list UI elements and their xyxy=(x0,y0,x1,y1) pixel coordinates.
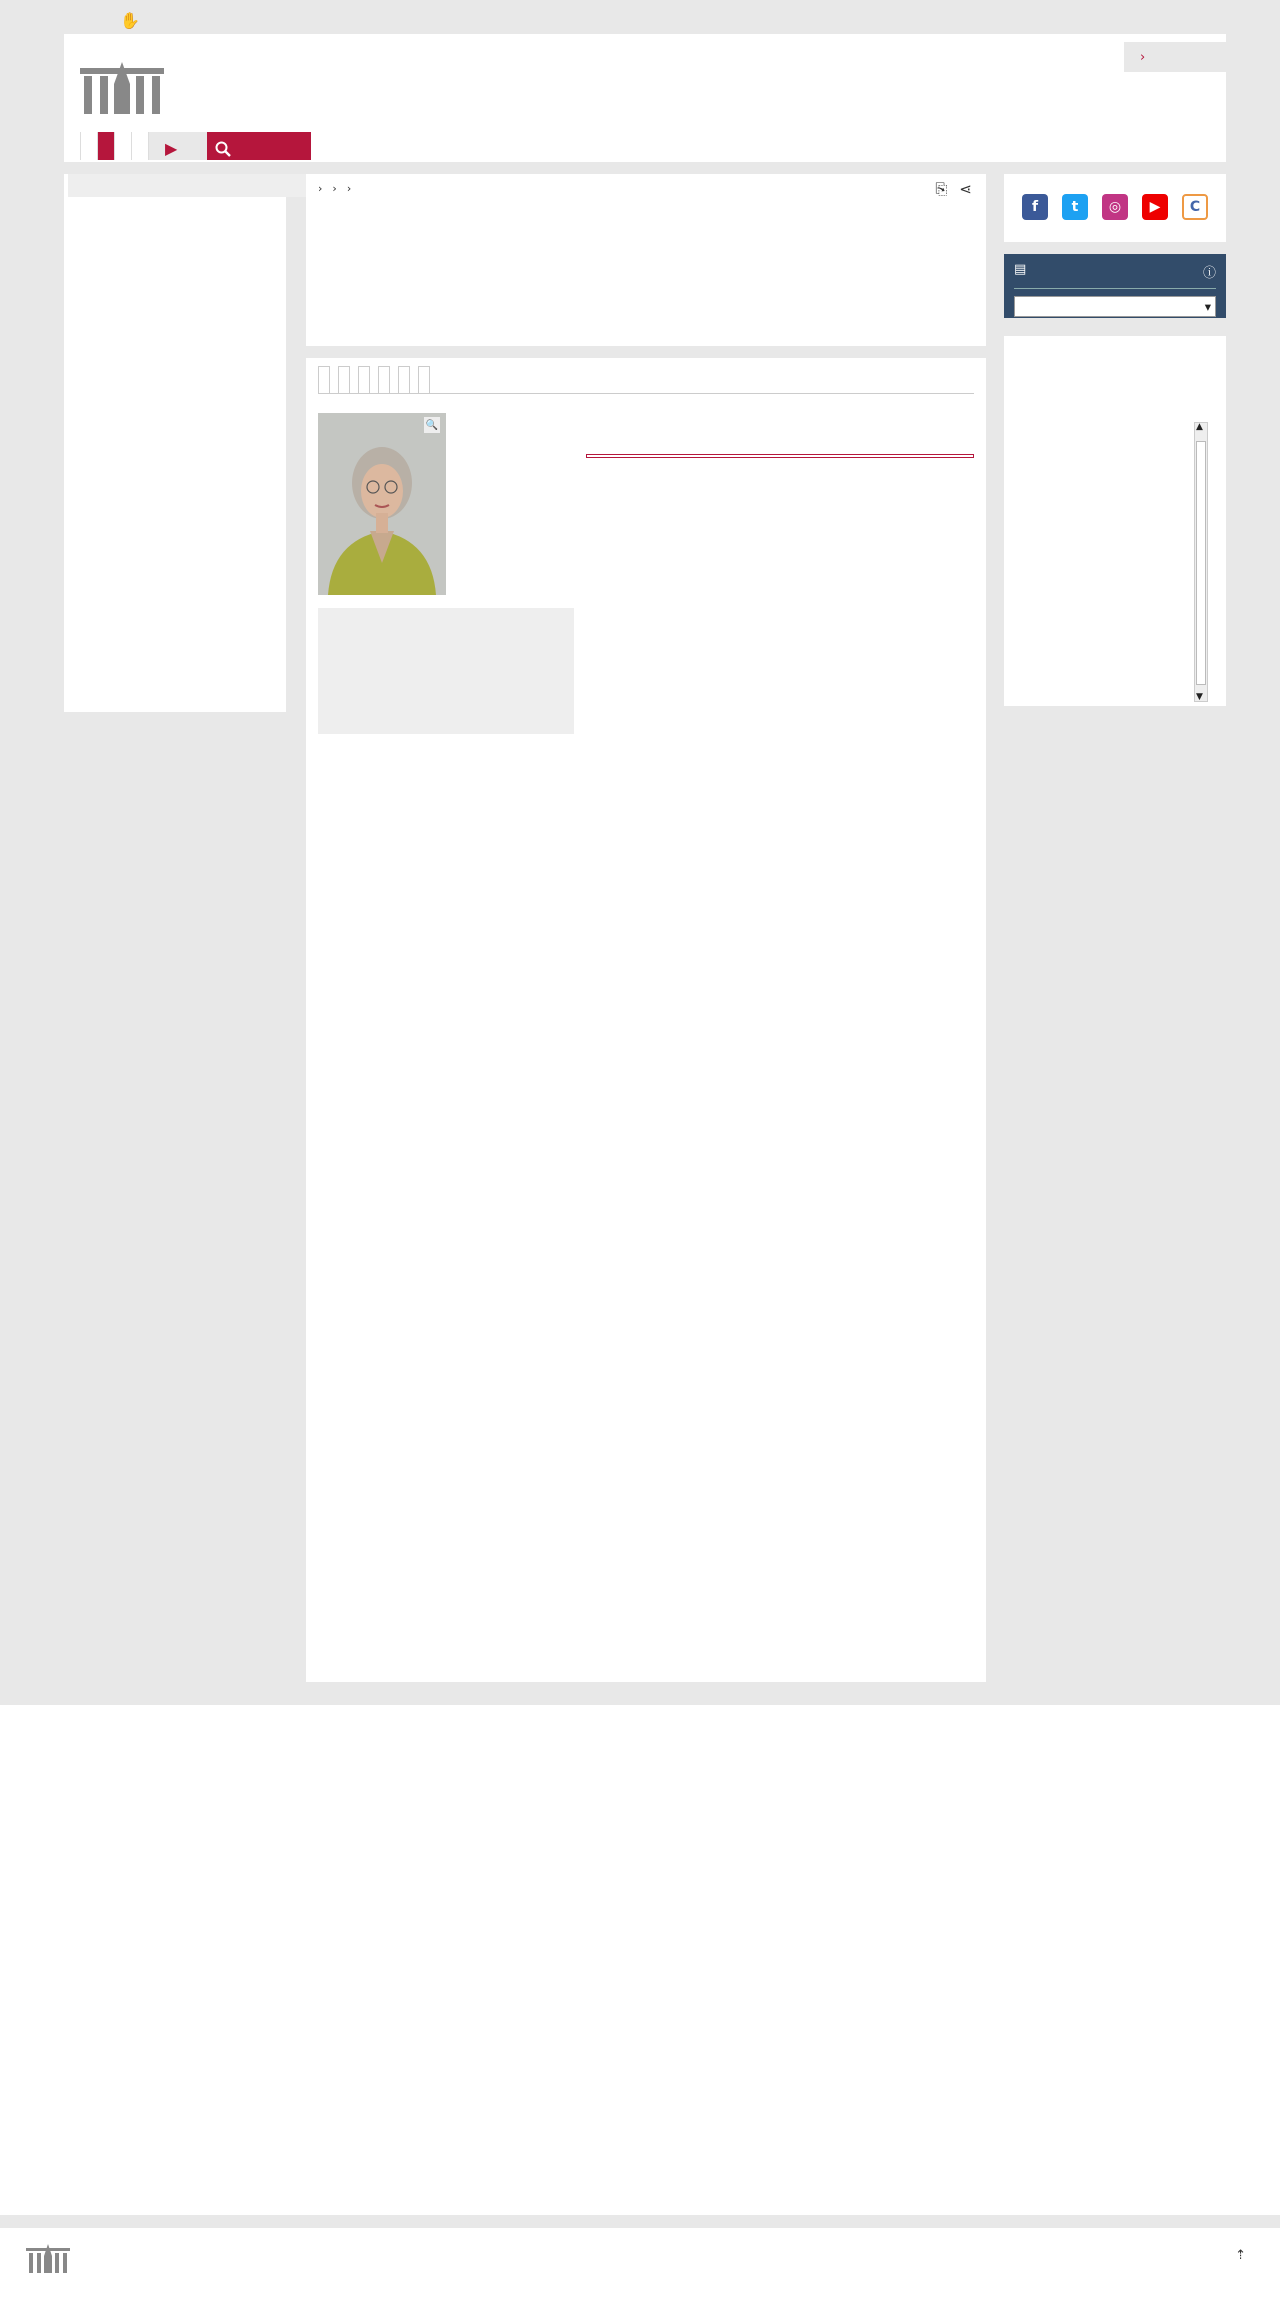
nav-service[interactable] xyxy=(132,132,149,160)
sign-language-icon[interactable]: ✋ xyxy=(120,10,140,30)
tab-overview[interactable] xyxy=(318,366,330,393)
members-panel xyxy=(1004,336,1226,706)
social-links xyxy=(1004,174,1226,242)
twitter-icon[interactable]: t xyxy=(1062,194,1088,220)
scroll-down-icon[interactable]: ▼ xyxy=(1196,692,1203,702)
breadcrumb xyxy=(318,182,974,195)
nav-parlament-aktiv[interactable] xyxy=(64,132,81,160)
main-nav xyxy=(64,132,311,160)
bottom-bar xyxy=(0,2228,1280,2311)
crumb-current xyxy=(347,182,351,195)
nav-gebaeude[interactable] xyxy=(115,132,132,160)
scroll-thumb[interactable] xyxy=(1196,441,1206,685)
tab-seat[interactable] xyxy=(398,366,410,393)
tab-committees[interactable] xyxy=(358,366,370,393)
youtube-icon[interactable]: ▶ xyxy=(1142,194,1168,220)
tab-plenum[interactable] xyxy=(378,366,390,393)
arrow-up-icon: ⇡ xyxy=(1235,2248,1246,2263)
footer xyxy=(0,1705,1280,2215)
info-icon[interactable]: ⓘ xyxy=(1202,266,1216,281)
bookmark-add-icon[interactable]: ⎘ xyxy=(935,180,948,198)
sidebar-item[interactable] xyxy=(264,174,292,197)
members-title xyxy=(1004,336,1226,358)
crumb-start[interactable] xyxy=(318,182,322,195)
logo[interactable] xyxy=(78,54,176,116)
crumb-wer-ist-wer[interactable] xyxy=(332,182,336,195)
mandate-current xyxy=(586,454,974,458)
play-icon: ▶ xyxy=(165,139,178,158)
sidebar-item[interactable] xyxy=(96,174,124,197)
login-button[interactable]: › xyxy=(1124,42,1226,72)
app-icon[interactable]: C xyxy=(1182,194,1208,220)
members-scrollbar[interactable] xyxy=(1194,422,1208,702)
parliament-logo-small-icon xyxy=(26,2242,70,2274)
main-content xyxy=(306,358,986,1682)
sidebar-item[interactable] xyxy=(152,174,180,197)
tab-transparency[interactable] xyxy=(418,366,430,393)
language-bar xyxy=(72,12,140,28)
portrait-photo[interactable] xyxy=(318,413,446,595)
edit-panel xyxy=(1004,254,1226,318)
sidebar-item[interactable] xyxy=(180,174,208,197)
scroll-up-icon[interactable]: ▲ xyxy=(1196,422,1203,432)
title-box xyxy=(306,174,986,346)
tab-photos[interactable] xyxy=(338,366,350,393)
biography xyxy=(586,412,974,468)
address-box xyxy=(318,608,574,734)
nav-wer-ist-wer[interactable] xyxy=(98,132,115,160)
back-to-top[interactable] xyxy=(1235,2248,1246,2263)
sidebar-item[interactable] xyxy=(208,174,236,197)
share-icon[interactable]: ⋖ xyxy=(959,180,972,198)
sidebar-item[interactable] xyxy=(236,174,264,197)
site-header xyxy=(64,34,1226,162)
sidebar-item[interactable] xyxy=(124,174,152,197)
facebook-icon[interactable]: f xyxy=(1022,194,1048,220)
zoom-icon[interactable]: 🔍 xyxy=(424,417,440,433)
search-icon xyxy=(215,141,231,157)
bookmarks-select[interactable] xyxy=(1014,296,1216,317)
tools xyxy=(935,180,972,198)
search-button[interactable] xyxy=(207,132,311,160)
side-nav xyxy=(64,174,286,712)
instagram-icon[interactable]: ◎ xyxy=(1102,194,1128,220)
mediathek-button[interactable] xyxy=(149,132,207,160)
chevron-down-icon: ▾ xyxy=(1204,299,1211,314)
tab-bar xyxy=(318,366,974,394)
sidebar-item[interactable] xyxy=(68,174,96,197)
parliament-logo-icon xyxy=(78,54,166,116)
nav-parlament-erklaert[interactable] xyxy=(81,132,98,160)
edit-icon: ▤ xyxy=(1014,262,1027,277)
